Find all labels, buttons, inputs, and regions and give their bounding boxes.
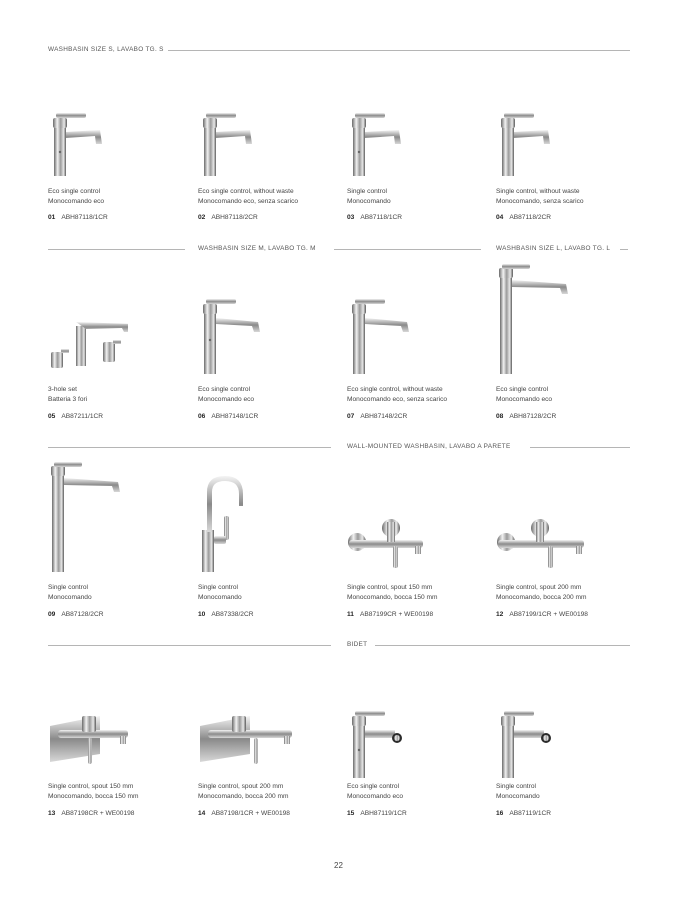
product-description-en: Eco single control, without waste (347, 386, 443, 393)
section-divider (334, 249, 481, 250)
section-divider (620, 249, 628, 250)
page-number: 22 (334, 861, 343, 870)
product-description-en: Single control, spout 200 mm (496, 584, 582, 591)
section-divider (48, 249, 185, 250)
single-lever-faucet-icon (347, 294, 427, 374)
product-description-en: Single control (198, 584, 238, 591)
product-description-en: Single control (496, 783, 536, 790)
product-number: 12 (496, 611, 504, 618)
product-code: AB87118/2CR (509, 214, 552, 221)
product-code-line (347, 809, 407, 818)
product-code: AB87198/1CR + WE00198 (211, 810, 290, 817)
single-lever-faucet-icon (198, 102, 278, 182)
product-code: ABH87148/1CR (211, 413, 259, 420)
wall-plate-faucet-icon (198, 712, 294, 772)
product-number: 10 (198, 611, 206, 618)
product-description-it: Monocomando eco (347, 793, 404, 800)
product-code-line (347, 610, 433, 619)
product-description-it: Batteria 3 fori (48, 396, 88, 403)
section-divider (48, 447, 331, 448)
product-description-it: Monocomando eco (198, 396, 255, 403)
product-description-it: Monocomando eco, senza scarico (347, 396, 448, 403)
product-description-en: Single control, without waste (496, 188, 580, 195)
product-code: AB87128/2CR (61, 611, 104, 618)
product-description-it: Monocomando eco, senza scarico (198, 198, 299, 205)
product-description-it: Monocomando eco (48, 198, 105, 205)
wall-mounted-faucet-icon (496, 512, 588, 572)
product-code: AB87119/1CR (509, 810, 552, 817)
product-description-it: Monocomando (496, 793, 540, 800)
product-description-it: Monocomando (198, 594, 242, 601)
product-code: ABH87128/2CR (509, 413, 557, 420)
product-code: AB87198CR + WE00198 (61, 810, 135, 817)
product-code-line (48, 412, 103, 421)
section-title: WASHBASIN SIZE M, LAVABO TG. M (194, 243, 320, 255)
product-code: AB87338/2CR (211, 611, 254, 618)
section-title: WASHBASIN SIZE S, LAVABO TG. S (44, 44, 168, 56)
bidet-faucet-icon (496, 708, 576, 788)
product-description-en: Single control, spout 200 mm (198, 783, 284, 790)
product-number: 16 (496, 810, 504, 817)
section-title: BIDET (343, 639, 371, 651)
wall-plate-faucet-icon (48, 712, 128, 772)
product-description-en: Single control (347, 188, 387, 195)
section-washbasin-s (44, 44, 630, 56)
product-code-line (198, 412, 258, 421)
single-lever-faucet-icon (496, 102, 576, 182)
product-number: 07 (347, 413, 355, 420)
product-description-en: Single control, spout 150 mm (347, 584, 433, 591)
product-code-line (496, 809, 551, 818)
product-description-it: Monocomando, bocca 200 mm (198, 793, 289, 800)
product-number: 05 (48, 413, 56, 420)
product-code-line (48, 809, 134, 818)
product-description-en: Eco single control (496, 386, 549, 393)
bidet-faucet-icon (347, 708, 427, 788)
product-number: 01 (48, 214, 56, 221)
product-number: 15 (347, 810, 355, 817)
product-code: ABH87118/2CR (211, 214, 258, 221)
three-hole-faucet-icon (48, 298, 128, 378)
section-divider (530, 447, 630, 448)
product-code-line (496, 412, 556, 421)
single-lever-faucet-icon (48, 102, 128, 182)
product-code: ABH87119/1CR (360, 810, 407, 817)
section-bidet (44, 639, 630, 651)
product-description-en: 3-hole set (48, 386, 77, 393)
product-code: AB87118/1CR (360, 214, 403, 221)
product-description-it: Monocomando, bocca 150 mm (48, 793, 139, 800)
product-code-line (198, 809, 290, 818)
tall-faucet-icon (48, 460, 128, 574)
product-description-it: Monocomando eco (496, 396, 553, 403)
product-description-it: Monocomando (48, 594, 92, 601)
product-code-line (198, 213, 258, 222)
product-number: 03 (347, 214, 355, 221)
product-description-en: Eco single control, without waste (198, 188, 294, 195)
product-code: AB87211/1CR (61, 413, 104, 420)
section-title: WALL-MOUNTED WASHBASIN, LAVABO A PARETE (343, 441, 515, 453)
product-code: ABH87118/1CR (61, 214, 108, 221)
product-number: 11 (347, 611, 354, 618)
product-code-line (198, 610, 254, 619)
product-number: 04 (496, 214, 504, 221)
product-description-it: Monocomando (347, 198, 391, 205)
single-lever-faucet-icon (347, 102, 427, 182)
product-description-it: Monocomando, bocca 200 mm (496, 594, 587, 601)
product-description-en: Single control, spout 150 mm (48, 783, 134, 790)
product-number: 08 (496, 413, 504, 420)
product-description-it: Monocomando, senza scarico (496, 198, 584, 205)
product-code-line (496, 610, 588, 619)
product-number: 06 (198, 413, 206, 420)
product-number: 09 (48, 611, 56, 618)
wall-mounted-faucet-icon (347, 512, 427, 572)
product-code: AB87199CR + WE00198 (359, 611, 434, 618)
section-divider (375, 645, 630, 646)
gooseneck-faucet-icon (198, 472, 278, 574)
product-description-en: Eco single control (347, 783, 400, 790)
section-wall-mounted (44, 441, 630, 453)
product-description-en: Eco single control (198, 386, 251, 393)
product-code-line (496, 213, 551, 222)
product-description-en: Single control (48, 584, 88, 591)
product-description-en: Eco single control (48, 188, 101, 195)
product-code: AB87199/1CR + WE00198 (509, 611, 588, 618)
product-code-line (48, 610, 104, 619)
product-number: 14 (198, 810, 206, 817)
product-code-line (48, 213, 108, 222)
section-divider (48, 645, 331, 646)
single-lever-faucet-icon (198, 294, 278, 374)
product-code-line (347, 412, 407, 421)
product-number: 13 (48, 810, 56, 817)
product-code-line (347, 213, 402, 222)
section-washbasin-l (492, 243, 630, 255)
product-code: ABH87148/2CR (360, 413, 408, 420)
product-description-it: Monocomando, bocca 150 mm (347, 594, 438, 601)
tall-faucet-icon (496, 262, 576, 376)
section-title: WASHBASIN SIZE L, LAVABO TG. L (492, 243, 614, 255)
section-washbasin-m (44, 243, 481, 255)
product-number: 02 (198, 214, 206, 221)
